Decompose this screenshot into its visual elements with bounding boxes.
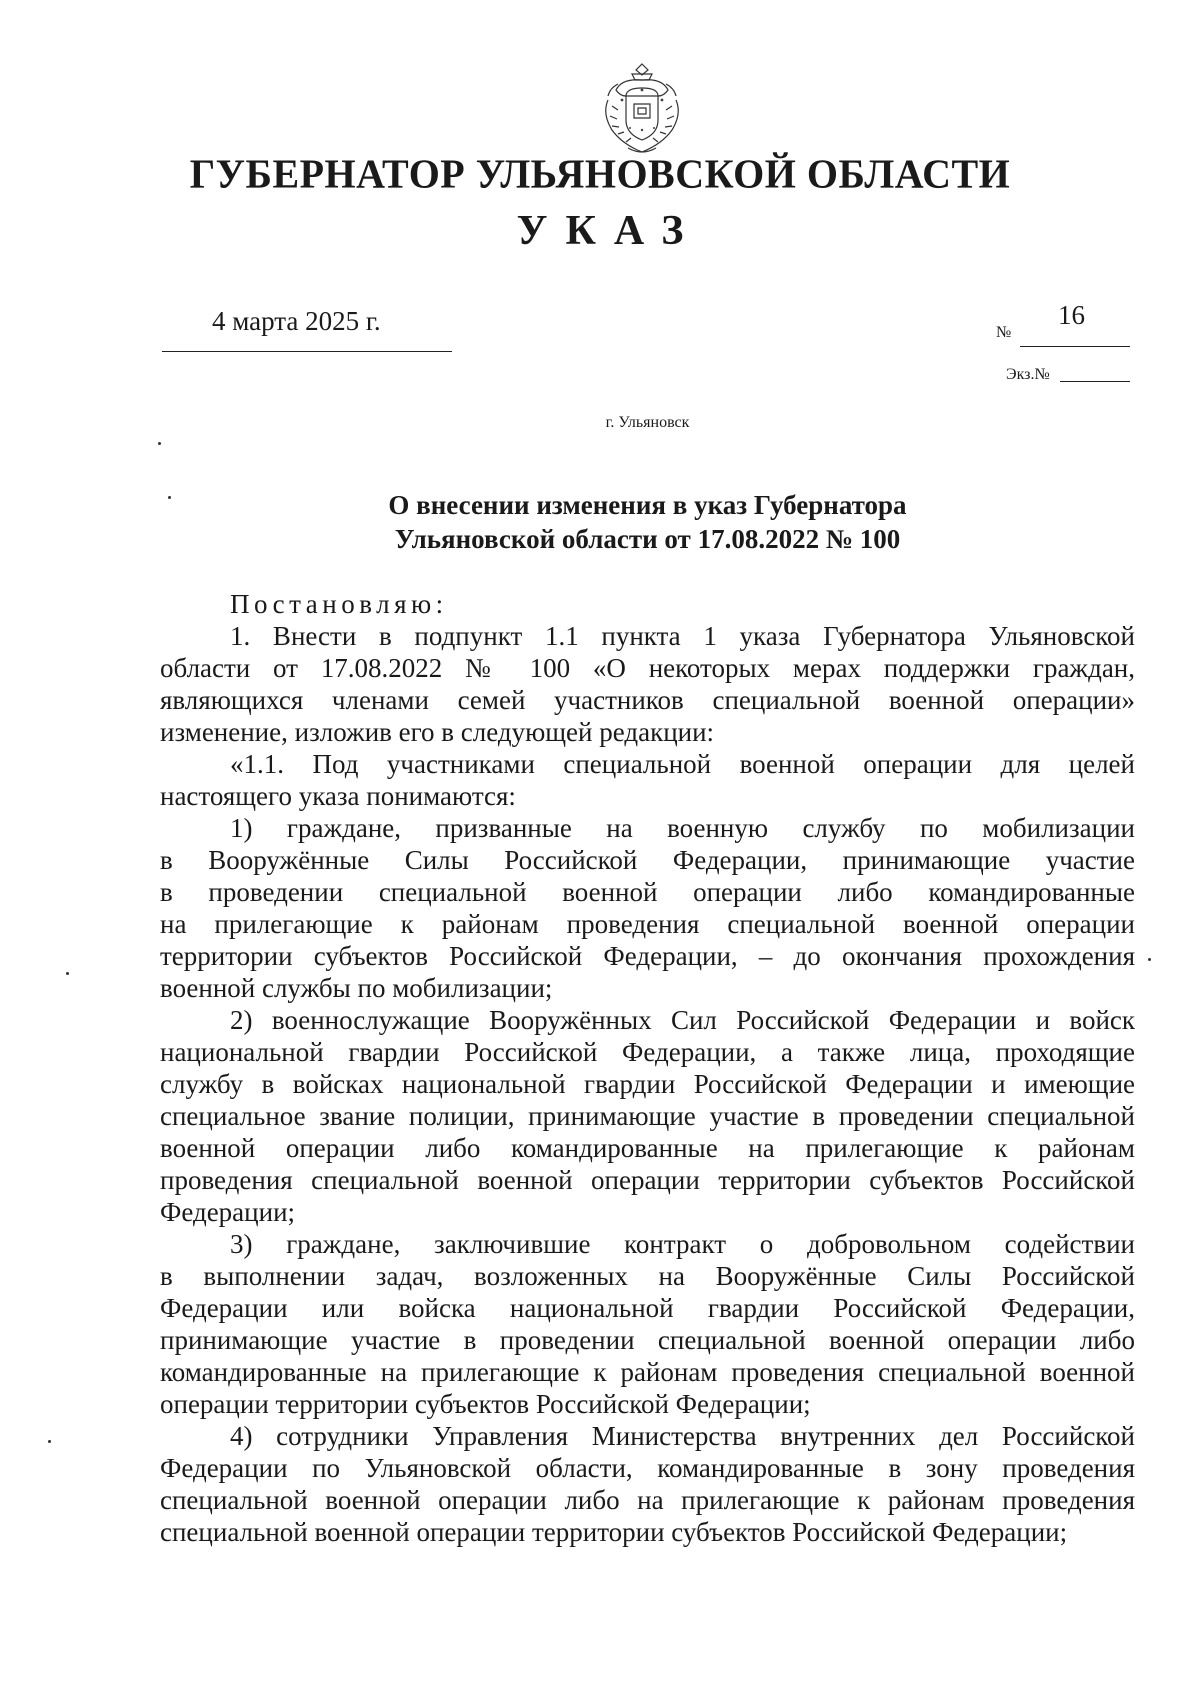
document-subject bbox=[0, 488, 1200, 556]
body-line: 3) граждане, заключившие контракт о добровольном содействии bbox=[230, 1229, 1135, 1259]
body-line: в Вооружённые Силы Российской Федерации, принимающие участие bbox=[160, 845, 1135, 875]
scan-speck bbox=[48, 1440, 51, 1443]
city: г. Ульяновск bbox=[605, 414, 690, 431]
copy-number-label: Экз.№ bbox=[1006, 366, 1050, 383]
scan-speck bbox=[1148, 958, 1151, 961]
scan-speck bbox=[66, 972, 69, 975]
body-line: территории субъектов Российской Федерации, – до окончания прохождения bbox=[160, 941, 1135, 971]
subject-line: Ульяновской области от 17.08.2022 № 100 bbox=[394, 524, 901, 554]
body-line: являющихся членами семей участников специальной военной операции» bbox=[160, 685, 1135, 715]
body-line: службу в войсках национальной гвардии Российской Федерации и имеющие bbox=[160, 1069, 1135, 1099]
body-line: проведения специальной военной операции территории субъектов Российской bbox=[160, 1165, 1135, 1195]
body-line: национальной гвардии Российской Федерации, а также лица, проходящие bbox=[160, 1037, 1135, 1067]
copy-number-underline bbox=[1060, 381, 1130, 382]
body-line: специальное звание полиции, принимающие участие в проведении специальной bbox=[160, 1101, 1135, 1131]
body-line: настоящего указа понимаются: bbox=[160, 781, 516, 811]
coat-of-arms-icon bbox=[596, 60, 688, 158]
number-label: № bbox=[996, 324, 1012, 341]
scan-speck bbox=[158, 442, 161, 445]
body-line: «1.1. Под участниками специальной военной операции для целей bbox=[230, 749, 1135, 779]
scan-speck bbox=[168, 496, 171, 499]
body-line: военной службы по мобилизации; bbox=[160, 973, 553, 1003]
number-underline bbox=[1020, 346, 1130, 347]
document-type: УКАЗ bbox=[516, 208, 702, 254]
document-body bbox=[160, 588, 1135, 1548]
document-number: 16 bbox=[1058, 300, 1085, 330]
body-line: операции территории субъектов Российской Федерации; bbox=[160, 1389, 811, 1419]
subject-line: О внесении изменения в указ Губернатора bbox=[388, 490, 907, 520]
body-line: командированные на прилегающие к районам проведения специальной военной bbox=[160, 1357, 1135, 1387]
body-line: 4) сотрудники Управления Министерства внутренних дел Российской bbox=[230, 1421, 1135, 1451]
body-line: военной операции либо командированные на прилегающие к районам bbox=[160, 1133, 1135, 1163]
body-line: области от 17.08.2022 № 100 «О некоторых мерах поддержки граждан, bbox=[160, 653, 1135, 683]
body-line: специальной военной операции либо на прилегающие к районам проведения bbox=[160, 1485, 1135, 1515]
body-line: Федерации по Ульяновской области, командированные в зону проведения bbox=[160, 1453, 1135, 1483]
body-line: принимающие участие в проведении специальной военной операции либо bbox=[160, 1325, 1135, 1355]
body-line: 1) граждане, призванные на военную службу по мобилизации bbox=[230, 813, 1135, 843]
body-line: в проведении специальной военной операции либо командированные bbox=[160, 877, 1135, 907]
document-date: 4 марта 2025 г. bbox=[212, 306, 381, 336]
body-line: 2) военнослужащие Вооружённых Сил Российской Федерации и войск bbox=[230, 1005, 1135, 1035]
body-line: изменение, изложив его в следующей редакции: bbox=[160, 717, 715, 747]
body-line: Постановляю: bbox=[230, 589, 448, 619]
body-line: специальной военной операции территории субъектов Российской Федерации; bbox=[160, 1517, 1068, 1547]
body-line: Федерации; bbox=[160, 1197, 296, 1227]
body-line: в выполнении задач, возложенных на Вооружённые Силы Российской bbox=[160, 1261, 1135, 1291]
body-line: 1. Внести в подпункт 1.1 пункта 1 указа Губернатора Ульяновской bbox=[230, 621, 1135, 651]
date-underline bbox=[162, 351, 452, 352]
body-line: Федерации или войска национальной гвардии Российской Федерации, bbox=[160, 1293, 1135, 1323]
body-line: на прилегающие к районам проведения специальной военной операции bbox=[160, 909, 1135, 939]
issuer-title: ГУБЕРНАТОР УЛЬЯНОВСКОЙ ОБЛАСТИ bbox=[189, 150, 1011, 197]
